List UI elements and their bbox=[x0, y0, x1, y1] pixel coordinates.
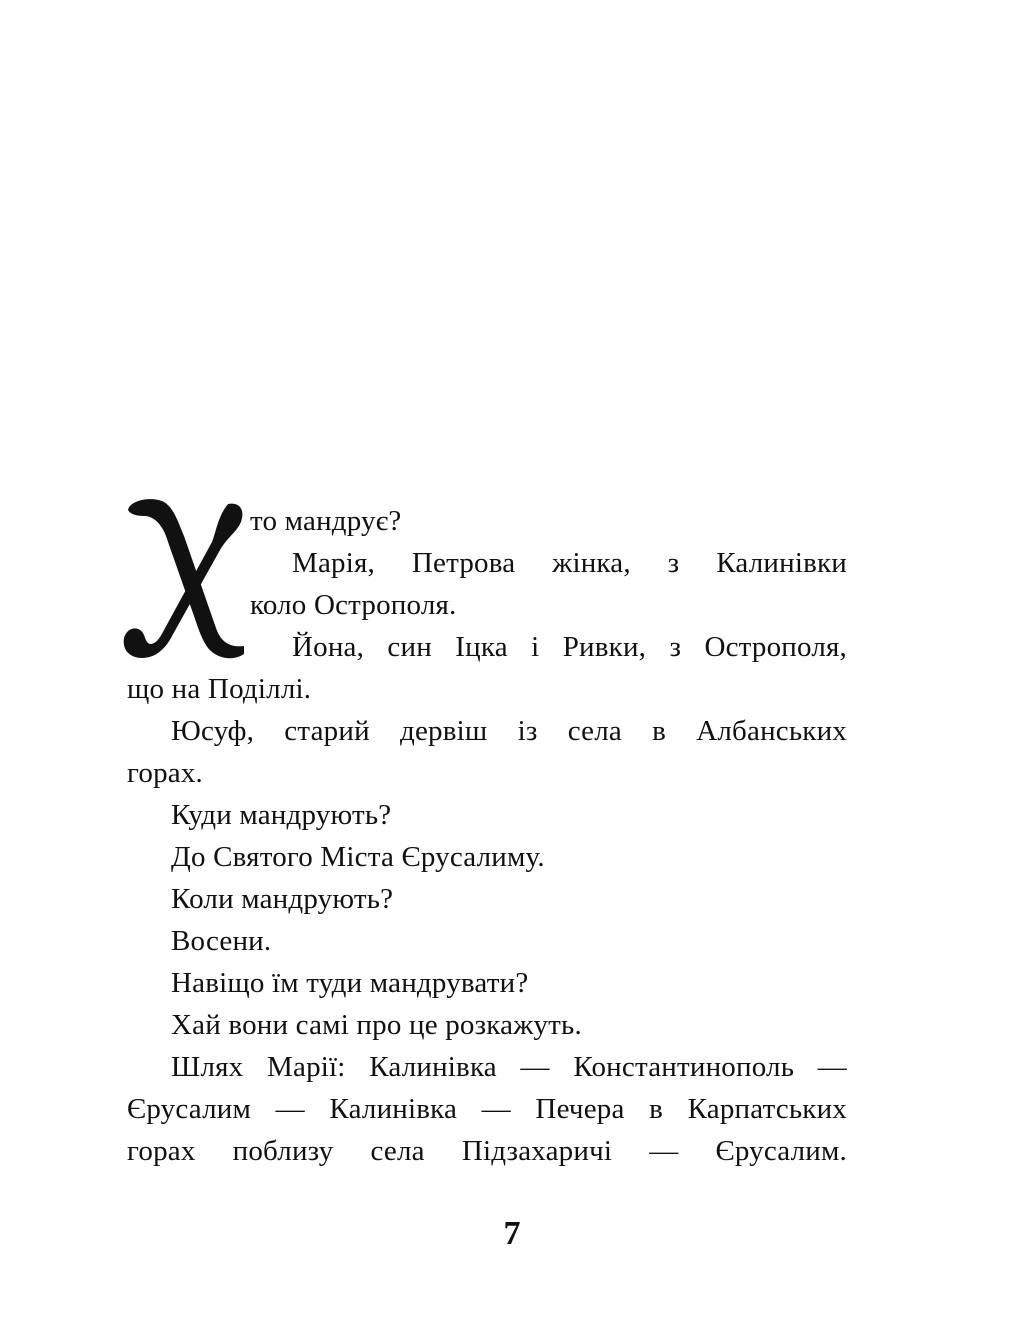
text-line: Єрусалим — Калинівка — Печера в Карпатських bbox=[127, 1093, 847, 1125]
text-line: що на Поділлі. bbox=[127, 673, 312, 705]
text-line: Юсуф, старий дервіш із села в Албанських bbox=[171, 715, 847, 747]
text-line: то мандрує? bbox=[250, 505, 402, 537]
text-line: горах поблизу села Підзахаричі — Єрусалим. bbox=[127, 1135, 847, 1167]
text-line: Куди мандрують? bbox=[171, 799, 392, 831]
text-line: До Святого Міста Єрусалиму. bbox=[171, 841, 545, 873]
text-line: коло Острополя. bbox=[250, 589, 457, 621]
page-number: 7 bbox=[503, 1215, 521, 1252]
text-line: Шлях Марії: Калинівка — Константинополь — bbox=[171, 1051, 847, 1083]
text-line: Восени. bbox=[171, 925, 272, 957]
text-line: Хай вони самі про це розкажуть. bbox=[171, 1009, 582, 1041]
body-text bbox=[127, 500, 847, 1172]
text-line: Навіщо їм туди мандрувати? bbox=[171, 967, 529, 999]
text-line: Йона, син Іцка і Ривки, з Острополя, bbox=[292, 631, 847, 663]
text-line: Марія, Петрова жінка, з Калинівки bbox=[292, 547, 847, 579]
text-line: Коли мандрують? bbox=[171, 883, 394, 915]
text-line: горах. bbox=[127, 757, 203, 789]
